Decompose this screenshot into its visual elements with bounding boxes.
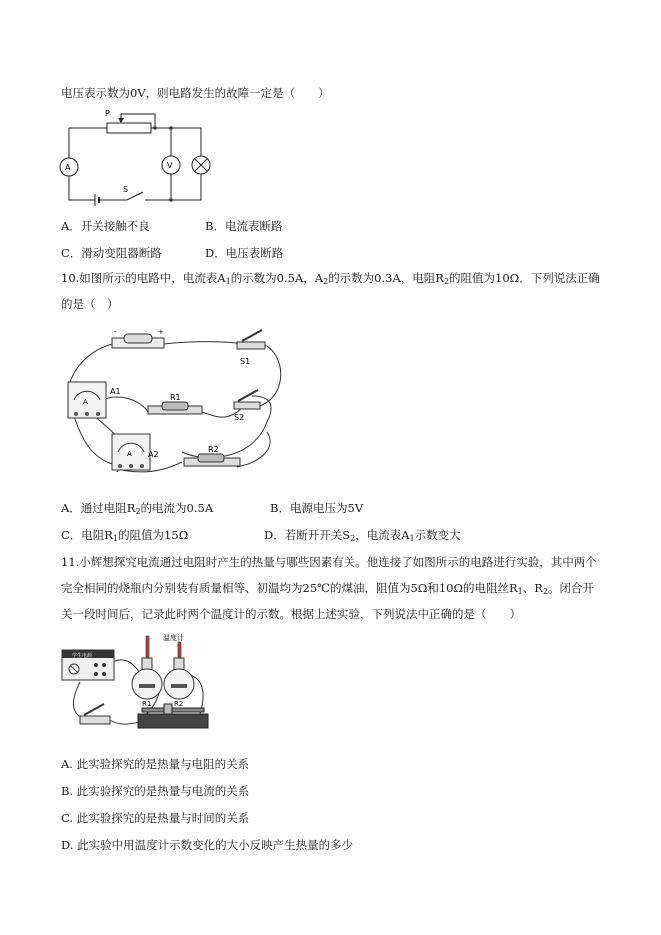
svg-text:A1: A1: [110, 387, 121, 396]
rheostat: [107, 123, 151, 133]
q11-stem-line1: 11.小辉想探究电流通过电阻时产生的热量与哪些因素有关。他连接了如图所示的电路进行实验，其中两个: [61, 555, 597, 569]
svg-text:R1: R1: [170, 393, 181, 402]
q10-option-d[interactable]: D．若断开开关$S_2$，电流表$A_1$示数变大: [264, 528, 461, 543]
q10-option-b[interactable]: B．电源电压为5V: [270, 501, 364, 515]
svg-text:R2: R2: [174, 700, 184, 708]
q11-experiment-illustration: [60, 632, 220, 736]
flask-r2: [164, 658, 194, 708]
switch-s1: [237, 330, 265, 366]
q11-option-c[interactable]: C. 此实验探究的是热量与时间的关系: [61, 811, 250, 825]
q10-stem-line1: 10.如图所示的电路中，电流表$A_1$的示数为0.5A，$A_2$的示数为0.3A，电阻$R_2$的阻值为10Ω．下列说法正确: [61, 271, 600, 286]
svg-text:A: A: [65, 163, 71, 172]
q10-option-c[interactable]: C．电阻$R_1$的阻值为15Ω: [61, 528, 189, 543]
svg-text:学生电源: 学生电源: [72, 653, 93, 659]
q10-stem-line2: 的是（ ）: [61, 297, 119, 311]
svg-text:P: P: [105, 109, 110, 118]
svg-text:A2: A2: [148, 450, 159, 459]
slide-rheostat: [138, 704, 208, 728]
svg-text:R2: R2: [208, 445, 219, 454]
svg-text:S1: S1: [240, 357, 251, 366]
battery-holder: [112, 328, 164, 348]
ammeter-a2: [112, 434, 159, 470]
resistor-r1: [148, 393, 202, 414]
svg-text:S2: S2: [234, 413, 245, 422]
svg-text:R1: R1: [142, 700, 152, 708]
svg-text:A: A: [127, 450, 132, 458]
q11-option-b[interactable]: B. 此实验探究的是热量与电流的关系: [61, 784, 250, 798]
q11-stem-line2: 完全相同的烧瓶内分别装有质量相等、初温均为25℃的煤油，阻值为5Ω和10Ω的电阻丝$R_1$、$R_2$。闭合开: [61, 581, 595, 596]
q9-circuit-diagram: [55, 104, 225, 208]
q9-option-c[interactable]: C．滑动变阻器断路: [61, 246, 162, 260]
switch: [80, 704, 110, 724]
q10-circuit-illustration: [62, 322, 302, 477]
svg-text:A: A: [83, 398, 88, 406]
flask-r1: [132, 658, 162, 708]
q9-option-a[interactable]: A．开关接触不良: [61, 219, 150, 233]
q10-option-a[interactable]: A．通过电阻$R_2$的电流为0.5A: [61, 501, 214, 516]
q9-option-d[interactable]: D．电压表断路: [205, 246, 284, 260]
svg-text:V: V: [167, 161, 173, 170]
q9-stem: 电压表示数为0V，则电路发生的故障一定是（ ）: [61, 86, 330, 100]
svg-text:S: S: [123, 185, 129, 194]
q11-stem-line3: 关一段时间后，记录此时两个温度计的示数。根据上述实验，下列说法中正确的是（ ）: [61, 607, 521, 621]
svg-text:温度计: 温度计: [163, 634, 184, 642]
q11-option-d[interactable]: D. 此实验中用温度计示数变化的大小反映产生热量的多少: [61, 838, 354, 852]
svg-text:-: -: [114, 328, 117, 336]
q11-option-a[interactable]: A. 此实验探究的是热量与电阻的关系: [61, 757, 250, 771]
switch-s2: [234, 390, 260, 422]
svg-text:+: +: [158, 328, 164, 336]
power-supply: [62, 650, 114, 680]
ammeter-a1: [68, 382, 121, 418]
q9-option-b[interactable]: B．电流表断路: [205, 219, 283, 233]
